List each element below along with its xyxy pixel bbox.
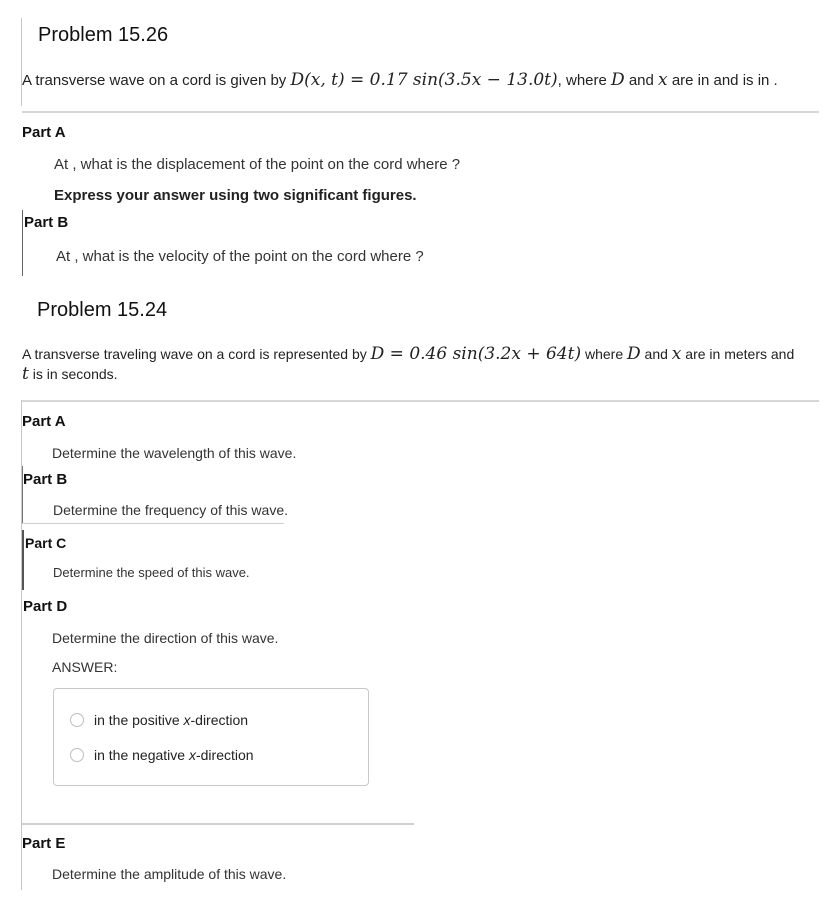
part-d-question: Determine the direction of this wave. <box>52 630 279 646</box>
option-positive-x[interactable] <box>70 712 248 728</box>
intro-text-after: , where <box>557 72 607 89</box>
units-text: are in and is in . <box>671 72 778 89</box>
part-b-marker-line <box>22 210 23 276</box>
part-c-marker-line <box>22 530 24 590</box>
var-d: D <box>627 344 641 364</box>
part-b-label-2: Part B <box>23 471 68 488</box>
part-e-question: Determine the amplitude of this wave. <box>52 866 287 882</box>
part-a-question: At , what is the displacement of the point on the cord where ? <box>54 156 461 173</box>
option-label[interactable]: in the positive x-direction <box>94 712 249 728</box>
section-divider <box>22 111 819 113</box>
var-x: x <box>671 344 682 364</box>
part-a-instruction: Express your answer using two significant figures. <box>54 187 417 204</box>
section-divider-2 <box>22 400 819 402</box>
var-x: x <box>658 70 668 90</box>
answer-label: ANSWER: <box>52 659 118 675</box>
problem-intro <box>22 70 778 90</box>
radio-button[interactable] <box>70 713 84 727</box>
wave-equation-2: D = 0.46 sin(3.2x + 64t) <box>370 344 582 364</box>
seconds-text: is in seconds. <box>32 366 118 382</box>
answer-box <box>53 688 369 786</box>
problem-intro-2 <box>22 344 794 364</box>
part-c-question: Determine the speed of this wave. <box>53 565 250 580</box>
var-t: t <box>22 364 29 384</box>
units-text: are in meters and <box>685 346 795 362</box>
and-text: and <box>628 72 654 89</box>
left-border-line <box>21 18 22 106</box>
part-c-label: Part C <box>25 535 67 551</box>
section-divider-3 <box>22 823 414 825</box>
intro-text: A transverse traveling wave on a cord is represented by <box>22 346 367 362</box>
where-text: where <box>584 346 624 362</box>
part-b-label: Part B <box>24 214 69 231</box>
radio-button[interactable] <box>70 748 84 762</box>
problem-title: Problem 15.26 <box>38 24 169 46</box>
problem-title-2: Problem 15.24 <box>37 299 168 321</box>
part-a-label-2: Part A <box>22 413 66 430</box>
intro-text: A transverse wave on a cord is given by <box>22 72 287 89</box>
part-b-question: At , what is the velocity of the point on the cord where ? <box>56 248 424 265</box>
part-b-underline <box>22 523 284 524</box>
wave-equation: D(x, t) = 0.17 sin(3.5x − 13.0t) <box>290 70 558 90</box>
part-b-question-2: Determine the frequency of this wave. <box>53 502 289 518</box>
option-negative-x[interactable] <box>70 747 254 763</box>
part-d-label: Part D <box>23 598 68 615</box>
part-e-label: Part E <box>22 835 66 852</box>
and-text: and <box>644 346 668 362</box>
problem-intro-2-line2 <box>22 364 118 384</box>
option-label[interactable]: in the negative x-direction <box>94 747 254 763</box>
part-a-question-2: Determine the wavelength of this wave. <box>52 445 297 461</box>
var-d: D <box>611 70 625 90</box>
part-a-label: Part A <box>22 124 66 141</box>
